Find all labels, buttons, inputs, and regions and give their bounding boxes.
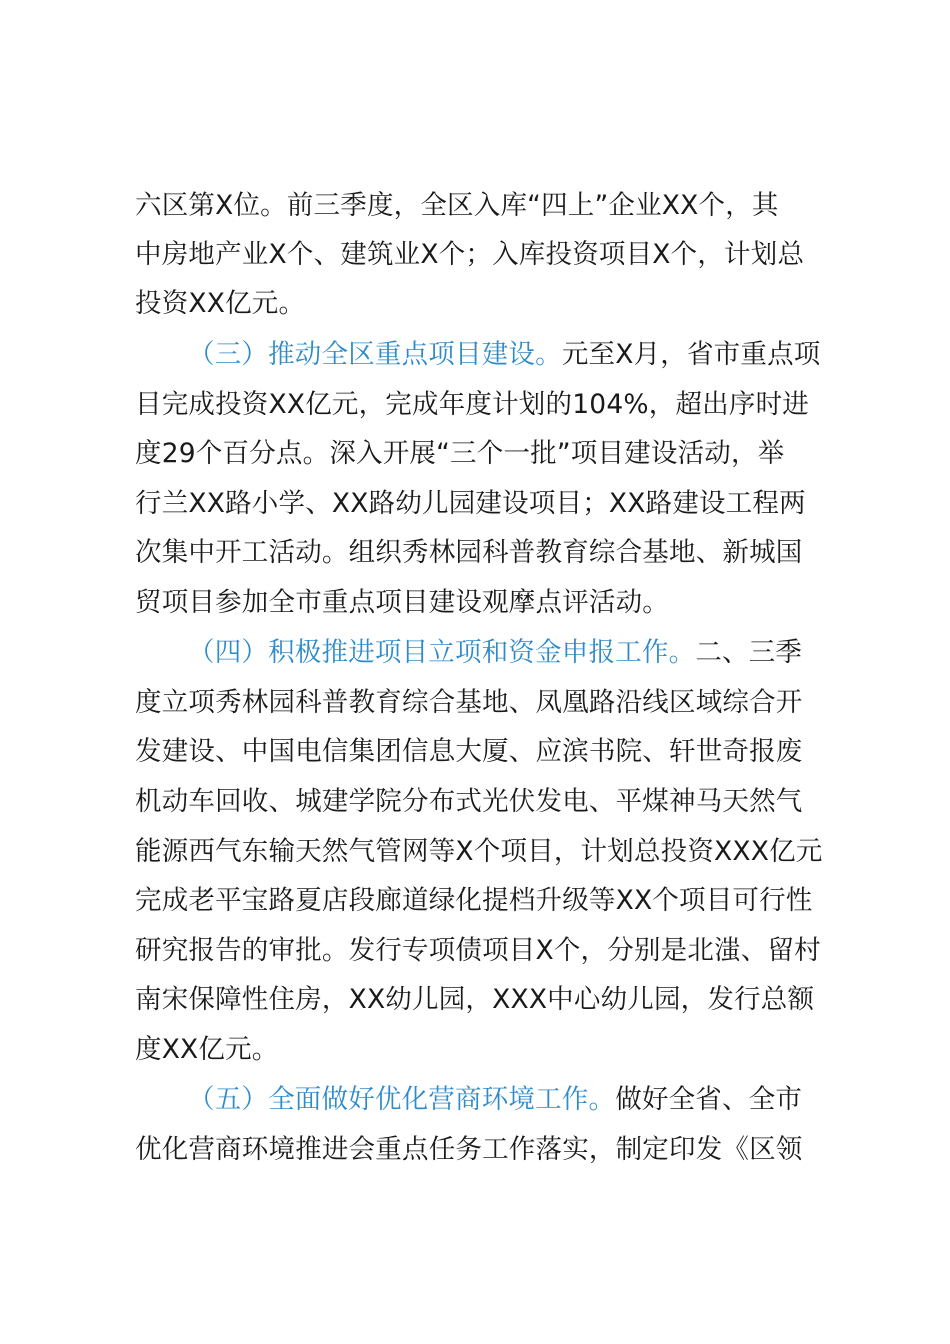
body-line [135,1125,803,1175]
body-text: 发建设、中国电信集团信息大厦、应滨书院、轩世奇报废 [135,736,803,767]
body-text: 六区第X位。前三季度，全区入库“四上”企业XX个，其 [135,190,779,221]
body-line [135,578,669,628]
section-heading-5: （五）全面做好优化营商环境工作。 [188,1084,616,1115]
body-text: 优化营商环境推进会重点任务工作落实，制定印发《区领 [135,1134,803,1165]
body-line [135,975,814,1025]
section-4-line [188,628,802,678]
section-heading-4: （四）积极推进项目立项和资金申报工作。 [188,637,696,668]
body-text: 完成老平宝路夏店段廊道绿化提档升级等XX个项目可行性 [135,885,813,916]
body-line [135,380,809,430]
body-text: 度立项秀林园科普教育综合基地、凤凰路沿线区域综合开 [135,687,803,718]
body-line [135,230,804,280]
body-line [135,1025,279,1075]
body-text: 机动车回收、城建学院分布式光伏发电、平煤神马天然气 [135,786,803,817]
body-text: 能源西气东输天然气管网等X个项目，计划总投资XXX亿元 [135,836,823,867]
body-line [135,727,803,777]
body-line [135,926,821,976]
body-text: 投资XX亿元。 [135,288,306,319]
body-line [135,479,806,529]
section-heading-3: （三）推动全区重点项目建设。 [188,339,562,370]
body-text: 研究报告的审批。发行专项债项目X个，分别是北滍、留村 [135,935,821,966]
body-text: 度XX亿元。 [135,1034,279,1065]
body-text: 行兰XX路小学、XX路幼儿园建设项目；XX路建设工程两 [135,488,806,519]
body-line [135,876,813,926]
body-text: 度29个百分点。深入开展“三个一批”项目建设活动，举 [135,438,785,469]
body-line [135,827,823,877]
body-line [135,777,803,827]
body-text: 中房地产业X个、建筑业X个；入库投资项目X个，计划总 [135,239,805,270]
body-text: 目完成投资XX亿元，完成年度计划的104%，超出序时进 [135,389,809,420]
section-3-line [188,330,820,380]
body-text: 南宋保障性住房，XX幼儿园，XXX中心幼儿园，发行总额 [135,984,815,1015]
body-text: 元至X月，省市重点项 [561,339,821,370]
body-line [135,279,305,329]
body-line [135,678,803,728]
body-text: 二、三季 [695,637,803,668]
body-text: 做好全省、全市 [615,1084,803,1115]
section-5-line [188,1075,802,1125]
body-line [135,429,784,479]
body-line [135,181,779,231]
body-line [135,528,803,578]
body-text: 次集中开工活动。组织秀林园科普教育综合基地、新城国 [135,537,803,568]
body-text: 贸项目参加全市重点项目建设观摩点评活动。 [135,587,669,618]
